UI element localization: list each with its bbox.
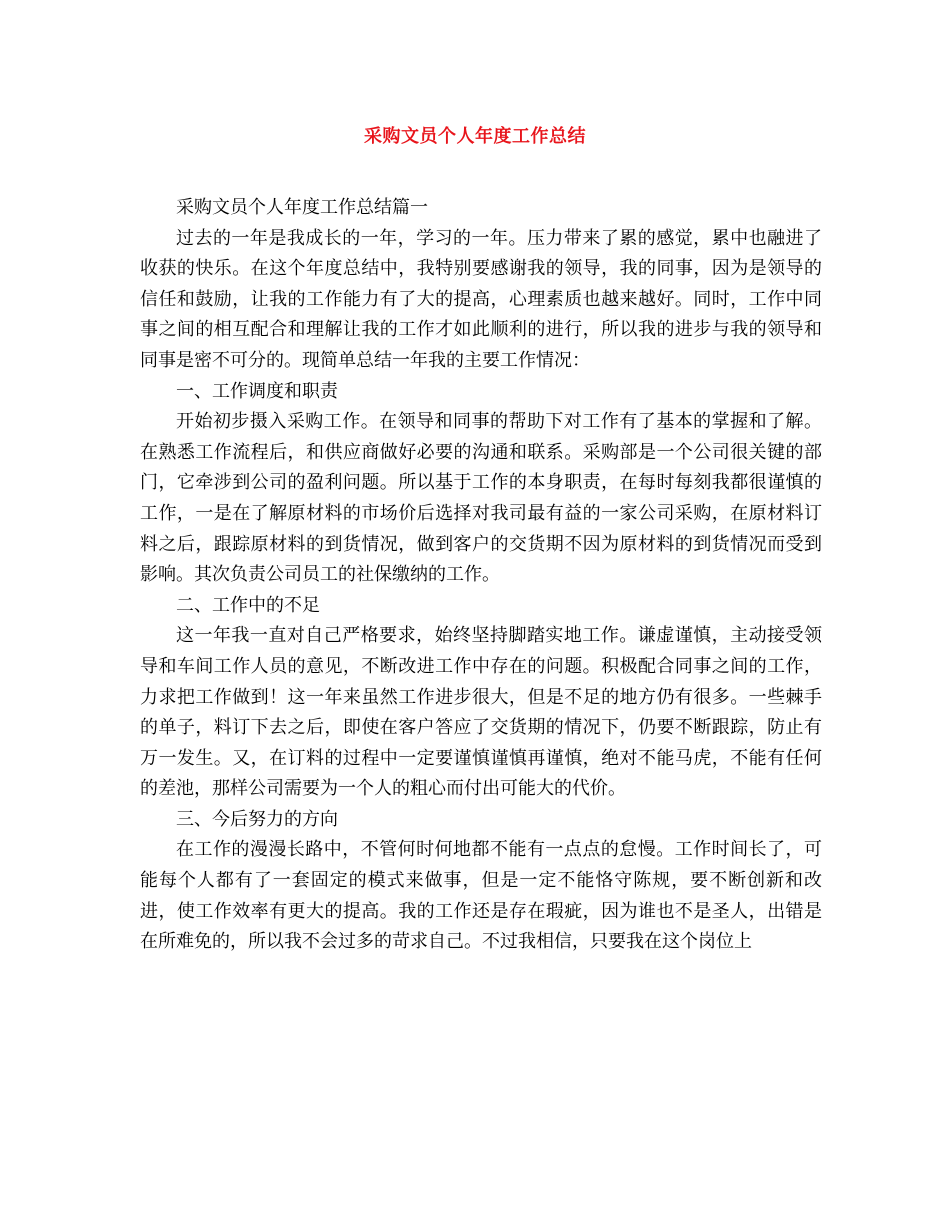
section-heading: 二、工作中的不足 — [176, 594, 320, 616]
section-heading: 一、工作调度和职责 — [176, 380, 338, 402]
body-paragraph: 过去的一年是我成长的一年，学习的一年。压力带来了累的感觉，累中也融进了收获的快乐。在这个年度总结中，我特别要感谢我的领导，我的同事，因为是领导的信任和鼓励，让我的工作能力有了大的提高，心理素质也越来越好。同时，工作中同事之间的相互配合和理解让我的工作才如此顺利的进行，所以我的进步与我的领导和同事是密不可分的。现简单总结一年我的主要工作情况： — [140, 227, 822, 371]
section-heading: 采购文员个人年度工作总结篇一 — [176, 197, 428, 218]
body-paragraph: 开始初步摄入采购工作。在领导和同事的帮助下对工作有了基本的掌握和了解。在熟悉工作流程后，和供应商做好必要的沟通和联系。采购部是一个公司很关键的部门，它牵涉到公司的盈利问题。所以基于工作的本身职责，在每时每刻我都很谨慎的工作，一是在了解原材料的市场价后选择对我司最有益的一家公司采购，在原材料订料之后，跟踪原材料的到货情况，做到客户的交货期不因为原材料的到货情况而受到影响。其次负责公司员工的社保缴纳的工作。 — [140, 411, 822, 586]
document-body — [140, 193, 822, 958]
document-title: 采购文员个人年度工作总结 — [364, 126, 586, 147]
body-paragraph: 这一年我一直对自己严格要求，始终坚持脚踏实地工作。谦虚谨慎，主动接受领导和车间工作人员的意见，不断改进工作中存在的问题。积极配合同事之间的工作，力求把工作做到！这一年来虽然工作进步很大，但是不足的地方仍有很多。一些棘手的单子，料订下去之后，即使在客户答应了交货期的情况下，仍要不断跟踪，防止有万一发生。又，在订料的过程中一定要谨慎谨慎再谨慎，绝对不能马虎，不能有任何的差池，那样公司需要为一个人的粗心而付出可能大的代价。 — [140, 625, 822, 800]
section-heading: 三、今后努力的方向 — [176, 808, 338, 830]
body-paragraph: 在工作的漫漫长路中，不管何时何地都不能有一点点的怠慢。工作时间长了，可能每个人都有了一套固定的模式来做事，但是一定不能恪守陈规，要不断创新和改进，使工作效率有更大的提高。我的工作还是存在瑕疵，因为谁也不是圣人，出错是在所难免的，所以我不会过多的苛求自己。不过我相信，只要我在这个岗位上 — [140, 839, 822, 953]
